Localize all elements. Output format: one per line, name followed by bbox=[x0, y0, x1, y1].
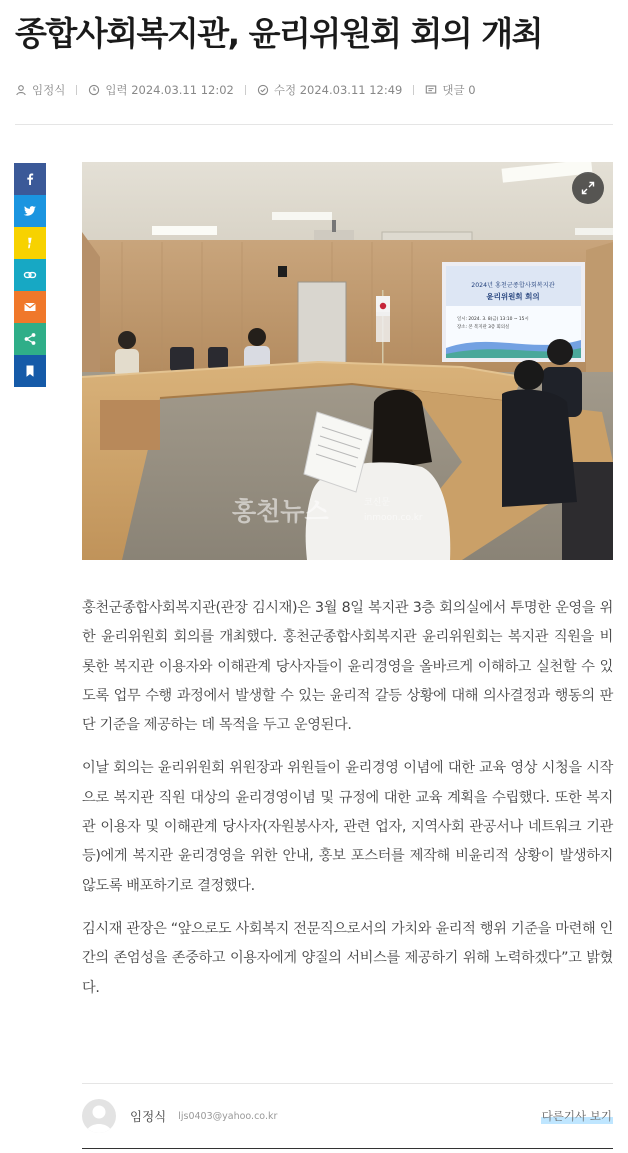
twitter-icon bbox=[23, 204, 37, 218]
meta-comments-count: 0 bbox=[468, 83, 476, 97]
author-name: 임정식 bbox=[130, 1109, 167, 1124]
more-share-button[interactable] bbox=[14, 323, 46, 355]
meta-posted bbox=[88, 82, 234, 98]
person-icon bbox=[15, 84, 27, 96]
meta-author-name[interactable]: 임정식 bbox=[32, 83, 66, 97]
clock-icon bbox=[88, 84, 100, 96]
meta-divider bbox=[76, 85, 77, 95]
avatar bbox=[82, 1099, 116, 1133]
email-share-button[interactable] bbox=[14, 291, 46, 323]
author-email[interactable]: ljs0403@yahoo.co.kr bbox=[178, 1110, 278, 1122]
watermark-sub-line1: 코신문 bbox=[364, 498, 391, 508]
more-articles-link[interactable]: 다른기사 보기 bbox=[541, 1109, 612, 1123]
meta-comments[interactable] bbox=[425, 82, 475, 98]
default-avatar-icon bbox=[82, 1099, 116, 1133]
slide-detail-line1: 일시: 2024. 3. 8(금) 13:10 ~ 15시 bbox=[457, 317, 529, 322]
header-divider bbox=[15, 124, 613, 125]
meta-divider bbox=[245, 85, 246, 95]
meta-comments-label: 댓글 bbox=[442, 83, 465, 97]
bookmark-icon bbox=[23, 364, 37, 378]
article-paragraph: 홍천군종합사회복지관(관장 김시재)은 3월 8일 복지관 3층 회의실에서 투명한 운영을 위한 윤리위원회 회의를 개최했다. 홍천군종합사회복지관 윤리위원회는 복지관 직원을 비롯한 복지관 이용자와 이해관계 당사자들이 윤리경영을 올바르게 이해하고 실천할 수 있도록 업무 수행 과정에서 발생할 수 있는 윤리적 갈등 상황에 대해 의사결정과 행동의 판단 기준을 제공하는 데 목적을 두고 운영된다. bbox=[82, 600, 613, 734]
comment-icon bbox=[425, 84, 437, 96]
article-meta bbox=[15, 80, 476, 100]
article-photo[interactable] bbox=[82, 162, 613, 560]
meta-posted-date: 2024.03.11 12:02 bbox=[131, 83, 234, 97]
meeting-room-photo bbox=[82, 162, 613, 560]
kakaostory-icon bbox=[23, 236, 37, 250]
twitter-share-button[interactable] bbox=[14, 195, 46, 227]
meta-posted-label: 입력 bbox=[105, 83, 128, 97]
meta-modified-label: 수정 bbox=[273, 83, 297, 97]
kakaostory-share-button[interactable] bbox=[14, 227, 46, 259]
mail-icon bbox=[23, 300, 37, 314]
meta-divider bbox=[413, 85, 414, 95]
link-icon bbox=[23, 268, 37, 282]
author-divider bbox=[82, 1083, 613, 1084]
watermark-main: 홍천뉴스 bbox=[232, 497, 329, 526]
article-body bbox=[82, 594, 613, 1017]
article-paragraph: 김시재 관장은 “앞으로도 사회복지 전문직으로서의 가치와 윤리적 행위 기준을 마련해 인간의 존엄성을 존중하고 이용자에게 양질의 서비스를 제공하기 위해 노력하겠다”고 밝혔다. bbox=[82, 920, 613, 996]
watermark-sub-line2: inmoon.co.kr bbox=[364, 513, 423, 523]
meta-author bbox=[15, 82, 65, 98]
check-circle-icon bbox=[257, 84, 269, 96]
bookmark-button[interactable] bbox=[14, 355, 46, 387]
slide-detail-line2: 장소: 본 복지관 3층 회의실 bbox=[457, 325, 510, 330]
slide-title-line2: 윤리위원회 회의 bbox=[486, 292, 540, 301]
slide-title-line1: 2024년 홍천군종합사회복지관 bbox=[471, 282, 555, 289]
share-icon bbox=[23, 332, 37, 346]
meta-modified bbox=[257, 82, 403, 98]
expand-image-button[interactable] bbox=[572, 172, 604, 204]
article-headline: 종합사회복지관, 윤리위원회 회의 개최 bbox=[15, 14, 543, 53]
meta-modified-date: 2024.03.11 12:49 bbox=[299, 83, 403, 97]
share-bar bbox=[14, 163, 46, 387]
facebook-share-button[interactable] bbox=[14, 163, 46, 195]
article-paragraph: 이날 회의는 윤리위원회 위원장과 위원들이 윤리경영 이념에 대한 교육 영상 시청을 시작으로 복지관 직원 대상의 윤리경영이념 및 규정에 대한 교육 계획을 수립했다. 또한 복지관 이용자 및 이해관계 당사자(자원봉사자, 관련 업자, 지역사회 관공서나 네트워크 기관 등)에게 복지관 윤리경영을 위한 안내, 홍보 포스터를 제작해 비윤리적 상황이 발생하지 않도록 배포하기로 결정했다. bbox=[82, 760, 613, 894]
copy-link-button[interactable] bbox=[14, 259, 46, 291]
author-box bbox=[82, 1097, 613, 1135]
expand-icon bbox=[581, 181, 595, 195]
facebook-icon bbox=[23, 172, 37, 186]
bottom-divider bbox=[82, 1148, 613, 1149]
